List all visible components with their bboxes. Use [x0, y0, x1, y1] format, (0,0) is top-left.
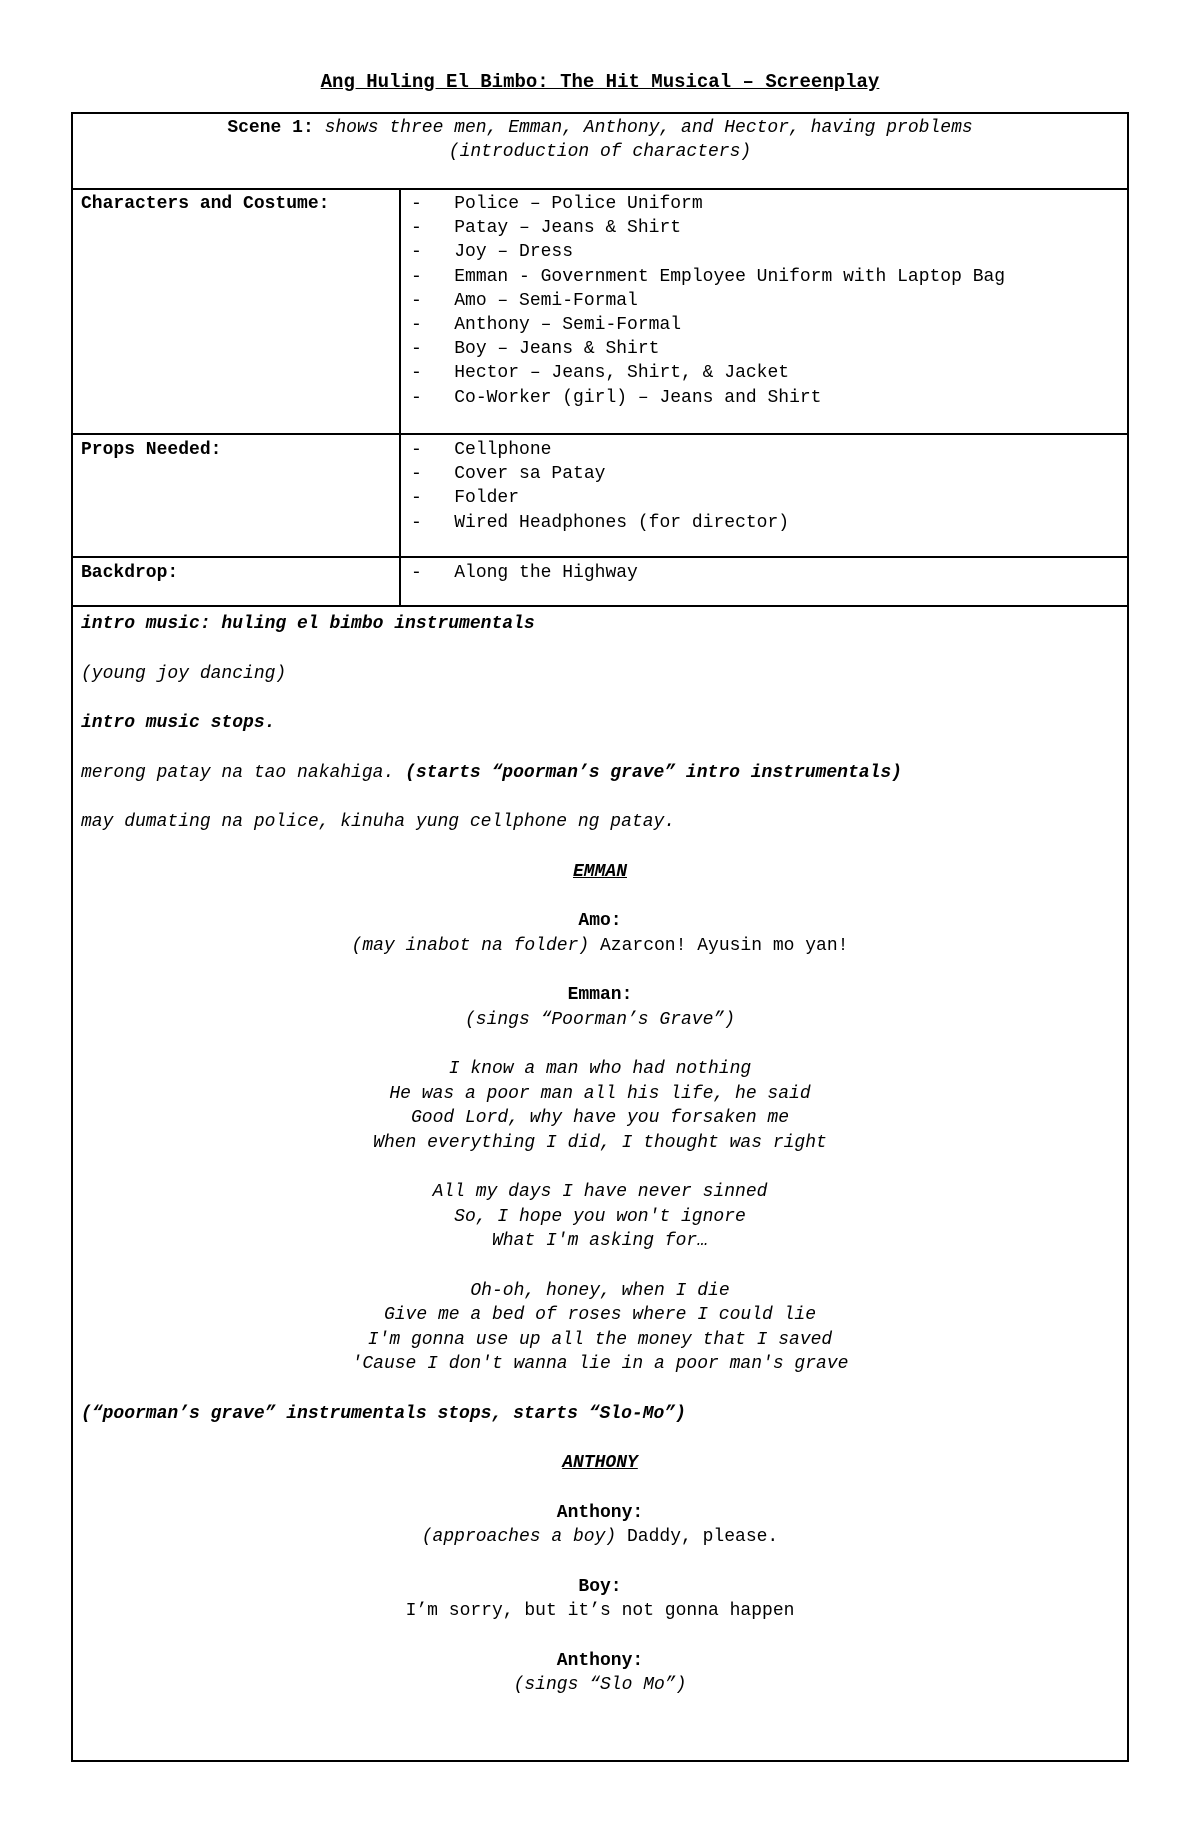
- list-item: - Co-Worker (girl) – Jeans and Shirt: [411, 386, 1005, 410]
- stage-direction: intro music: huling el bimbo instrumentals: [81, 614, 535, 634]
- list-item: - Hector – Jeans, Shirt, & Jacket: [411, 361, 1005, 385]
- lyric-line: When everything I did, I thought was right: [373, 1132, 827, 1153]
- list-item: - Folder: [411, 486, 789, 510]
- screenplay-table: [71, 112, 1129, 1762]
- dialogue-block: [81, 1501, 1119, 1550]
- list-item: - Amo – Semi-Formal: [411, 289, 1005, 313]
- lyric-line: I'm gonna use up all the money that I saved: [367, 1329, 833, 1350]
- list-item: - Boy – Jeans & Shirt: [411, 337, 1005, 361]
- row-divider: [73, 433, 1127, 435]
- dialogue-line: Azarcon! Ayusin mo yan!: [600, 935, 849, 956]
- parenthetical: (approaches a boy): [421, 1527, 617, 1547]
- row-divider: [73, 188, 1127, 190]
- document-title: Ang Huling El Bimbo: The Hit Musical – Screenplay: [320, 71, 880, 93]
- row-divider: [73, 556, 1127, 558]
- stage-direction: merong patay na tao nakahiga.: [81, 762, 395, 783]
- lyric-line: Good Lord, why have you forsaken me: [410, 1108, 790, 1128]
- lyric-line: Oh-oh, honey, when I die: [470, 1280, 730, 1301]
- characters-list: [411, 192, 1005, 410]
- speaker-name: Amo:: [578, 911, 622, 931]
- stage-direction: (young joy dancing): [81, 663, 287, 684]
- parenthetical: (sings “Slo Mo”): [513, 1675, 687, 1695]
- script-body: [81, 612, 1119, 1723]
- lyric-stanza: [81, 1180, 1119, 1254]
- lyric-line: What I'm asking for…: [491, 1231, 709, 1251]
- speaker-name: Emman:: [567, 985, 633, 1005]
- list-item: - Wired Headphones (for director): [411, 511, 789, 535]
- list-item: - Emman - Government Employee Uniform with Laptop Bag: [411, 265, 1005, 289]
- dialogue-block: [81, 1575, 1119, 1624]
- backdrop-list: [411, 561, 638, 585]
- lyric-line: 'Cause I don't wanna lie in a poor man's grave: [351, 1354, 849, 1374]
- speaker-name: Anthony:: [556, 1502, 644, 1523]
- dialogue-line: Daddy, please.: [627, 1527, 779, 1547]
- speaker-name: Boy:: [578, 1576, 622, 1597]
- dialogue-block: [81, 983, 1119, 1032]
- music-cue: (starts “poorman’s grave” intro instrumentals): [405, 762, 902, 783]
- stage-direction: intro music stops.: [81, 713, 276, 733]
- lyric-line: Give me a bed of roses where I could lie: [383, 1305, 817, 1325]
- column-divider: [399, 188, 401, 605]
- lyric-stanza: [81, 1279, 1119, 1377]
- list-item: - Along the Highway: [411, 561, 638, 585]
- section-header-anthony: ANTHONY: [562, 1453, 638, 1473]
- props-label: Props Needed:: [81, 440, 222, 460]
- dialogue-block: [81, 1649, 1119, 1698]
- list-item: - Police – Police Uniform: [411, 192, 1005, 216]
- speaker-name: Anthony:: [556, 1650, 644, 1671]
- music-cue: (“poorman’s grave” instrumentals stops, starts “Slo-Mo”): [81, 1403, 686, 1424]
- list-item: - Anthony – Semi-Formal: [411, 313, 1005, 337]
- scene-label: Scene 1:: [227, 118, 314, 138]
- stage-direction: may dumating na police, kinuha yung cellphone ng patay.: [81, 812, 676, 832]
- section-header-emman: EMMAN: [572, 861, 627, 882]
- list-item: - Cover sa Patay: [411, 462, 789, 486]
- scene-header: [73, 116, 1127, 164]
- dialogue-line: I’m sorry, but it’s not gonna happen: [405, 1601, 795, 1621]
- lyric-stanza: [81, 1057, 1119, 1155]
- backdrop-label: Backdrop:: [81, 563, 179, 583]
- scene-subtitle: (introduction of characters): [448, 142, 752, 162]
- lyric-line: So, I hope you won't ignore: [454, 1206, 746, 1227]
- characters-label: Characters and Costume:: [81, 194, 330, 214]
- list-item: - Cellphone: [411, 438, 789, 462]
- list-item: - Joy – Dress: [411, 240, 1005, 264]
- parenthetical: (sings “Poorman’s Grave”): [464, 1009, 736, 1030]
- parenthetical: (may inabot na folder): [351, 935, 590, 956]
- row-divider: [73, 605, 1127, 607]
- dialogue-block: [81, 909, 1119, 958]
- scene-description: shows three men, Emman, Anthony, and Hector, having problems: [324, 118, 973, 138]
- props-list: [411, 438, 789, 535]
- lyric-line: I know a man who had nothing: [448, 1059, 752, 1079]
- list-item: - Patay – Jeans & Shirt: [411, 216, 1005, 240]
- lyric-line: He was a poor man all his life, he said: [389, 1083, 811, 1104]
- lyric-line: All my days I have never sinned: [432, 1182, 768, 1202]
